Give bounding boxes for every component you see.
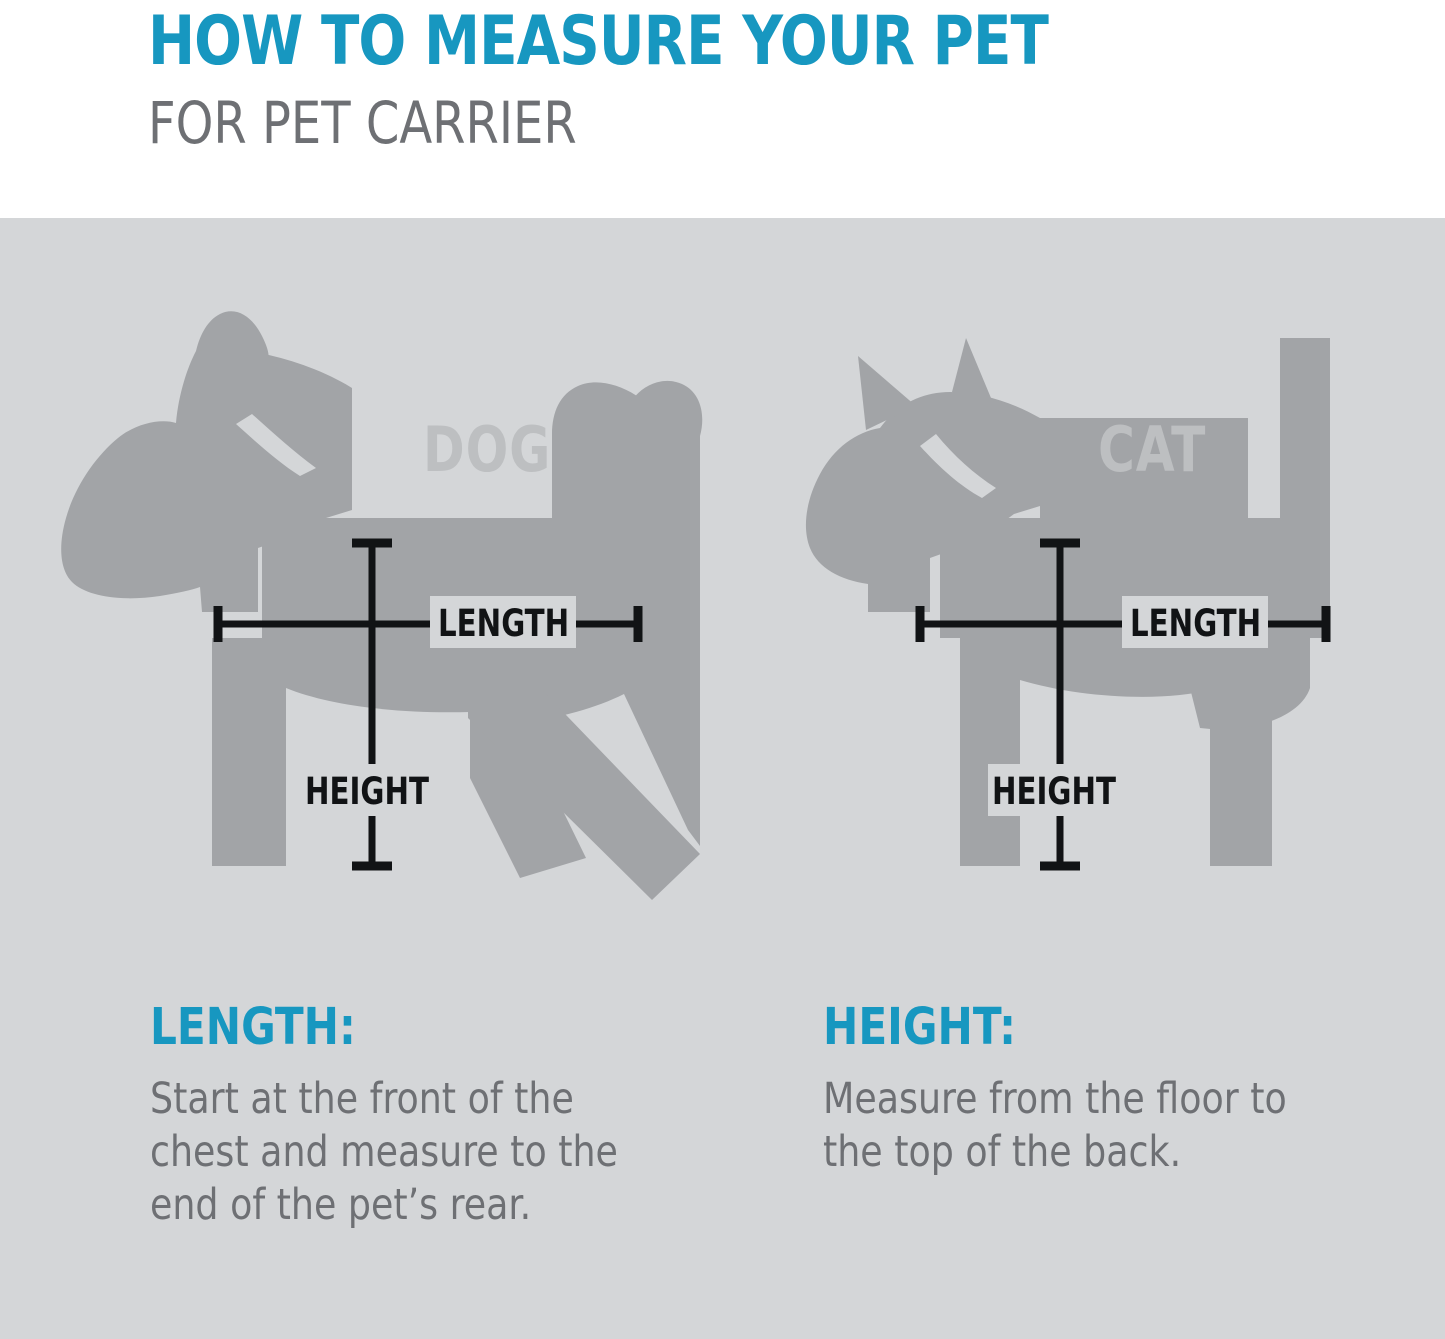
dog-label: DOG xyxy=(423,413,552,486)
note-height-body: Measure from the floor to the top of the back. xyxy=(823,1074,1287,1177)
diagram-panel xyxy=(0,218,1445,1339)
note-length xyxy=(150,998,710,1232)
dog-length-label: LENGTH xyxy=(438,602,570,645)
page-subtitle: FOR PET CARRIER xyxy=(148,89,577,157)
cat-height-label: HEIGHT xyxy=(992,770,1116,813)
note-height-heading: HEIGHT: xyxy=(823,998,1016,1057)
pet-measurement-diagram xyxy=(0,218,1445,918)
page-title: HOW TO MEASURE YOUR PET xyxy=(148,2,1049,81)
note-length-body: Start at the front of the chest and measure to the end of the pet’s rear. xyxy=(150,1074,618,1230)
header xyxy=(0,0,1445,218)
note-length-heading: LENGTH: xyxy=(150,998,356,1057)
pet-silhouettes-svg xyxy=(0,218,1445,918)
note-height xyxy=(823,998,1383,1179)
cat-length-label: LENGTH xyxy=(1130,602,1262,645)
cat-label: CAT xyxy=(1098,413,1207,486)
dog-height-label: HEIGHT xyxy=(305,770,429,813)
